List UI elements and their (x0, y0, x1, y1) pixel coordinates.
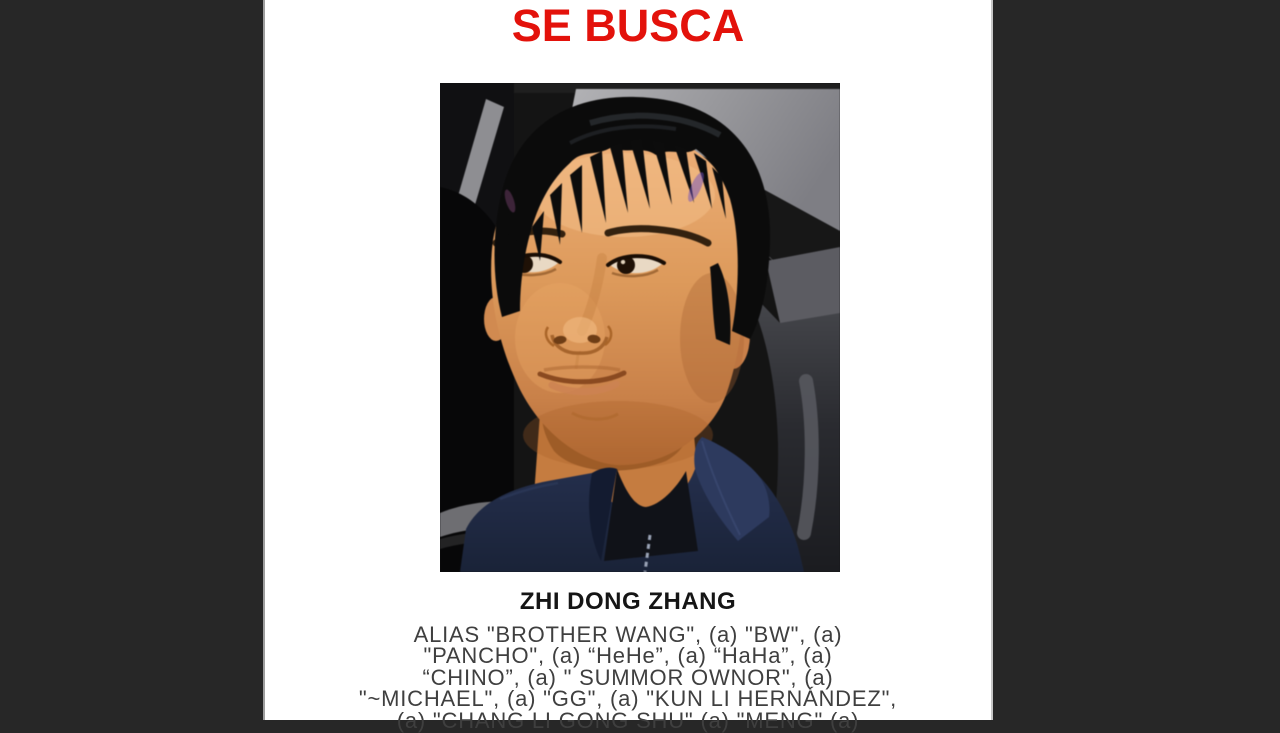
suspect-photo-illustration (440, 83, 840, 572)
alias-line-3: “CHINO”, (a) " SUMMOR OWNOR", (a) (422, 664, 834, 690)
letterbox-right-bar (993, 0, 1280, 720)
wanted-title: SE BUSCA (511, 0, 745, 51)
alias-line-5: (a) "CHANG LI GONG SHU" (a) "MENG" (a) (396, 707, 860, 733)
seat-edge-highlight (804, 381, 812, 533)
letterbox-left-bar (0, 0, 263, 720)
alias-line-4: "~MICHAEL", (a) "GG", (a) "KUN LI HERNÁNDEZ", (358, 686, 898, 712)
suspect-photo (440, 83, 840, 572)
alias-line-2: "PANCHO", (a) “HeHe”, (a) “HaHa”, (a) (423, 643, 833, 669)
poster-right-edge-line (991, 0, 993, 720)
alias-line-1: ALIAS "BROTHER WANG", (a) "BW", (a) (413, 622, 843, 647)
suspect-name: ZHI DONG ZHANG (519, 588, 737, 615)
alias-block (265, 624, 991, 731)
